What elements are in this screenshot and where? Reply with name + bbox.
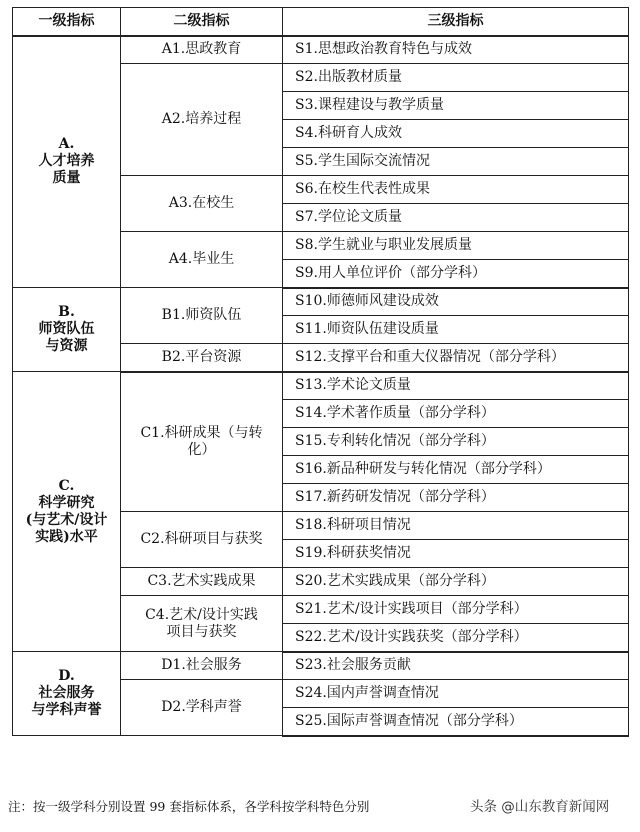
footnote: 注：按一级学科分别设置 99 套指标体系，各学科按学科特色分别	[8, 799, 370, 814]
level3-cell: S15.专利转化情况（部分学科）	[283, 428, 629, 456]
level3-cell: S25.国际声誉调查情况（部分学科）	[283, 708, 629, 736]
level1-cell	[13, 36, 121, 288]
level1-name: 社会服务 与学科声誉	[31, 685, 102, 718]
level3-cell: S13.学术论文质量	[283, 372, 629, 400]
level3-cell: S19.科研获奖情况	[283, 540, 629, 568]
level3-cell: S6.在校生代表性成果	[283, 176, 629, 204]
level3-cell: S3.课程建设与教学质量	[283, 92, 629, 120]
level2-cell: A4.毕业生	[121, 232, 283, 288]
level2-cell: C4.艺术/设计实践 项目与获奖	[121, 596, 283, 652]
level1-name: 人才培养 质量	[38, 153, 95, 187]
level2-cell: C2.科研项目与获奖	[121, 512, 283, 568]
level1-cell	[13, 372, 121, 652]
level3-cell: S14.学术著作质量（部分学科）	[283, 400, 629, 428]
level2-cell: A2.培养过程	[121, 64, 283, 176]
level3-cell: S23.社会服务贡献	[283, 652, 629, 680]
header-level2: 二级指标	[121, 8, 283, 36]
level1-cell	[13, 652, 121, 736]
level3-cell: S9.用人单位评价（部分学科）	[283, 260, 629, 288]
table-body	[13, 36, 629, 736]
level1-code: C.	[58, 477, 75, 494]
level2-cell: B2.平台资源	[121, 344, 283, 372]
level1-cell	[13, 288, 121, 372]
level3-cell: S11.师资队伍建设质量	[283, 316, 629, 344]
level1-name: 科学研究 (与艺术/设计 实践)水平	[25, 494, 108, 545]
level3-cell: S5.学生国际交流情况	[283, 148, 629, 176]
indicator-table	[12, 7, 629, 737]
level3-cell: S12.支撑平台和重大仪器情况（部分学科）	[283, 344, 629, 372]
level3-cell: S7.学位论文质量	[283, 204, 629, 232]
level2-cell: A3.在校生	[121, 176, 283, 232]
level1-name: 师资队伍 与资源	[38, 321, 95, 354]
table-row	[13, 288, 629, 316]
level2-cell: C1.科研成果（与转 化）	[121, 372, 283, 512]
level3-cell: S21.艺术/设计实践项目（部分学科）	[283, 596, 629, 624]
table-row	[13, 36, 629, 64]
watermark: 头条 @山东教育新闻网	[470, 795, 609, 815]
level1-code: D.	[58, 668, 75, 684]
level3-cell: S16.新品种研发与转化情况（部分学科）	[283, 456, 629, 484]
level2-cell: A1.思政教育	[121, 36, 283, 64]
level3-cell: S18.科研项目情况	[283, 512, 629, 540]
level3-cell: S10.师德师风建设成效	[283, 288, 629, 316]
level2-cell: B1.师资队伍	[121, 288, 283, 344]
level3-cell: S1.思想政治教育特色与成效	[283, 36, 629, 64]
level3-cell: S4.科研育人成效	[283, 120, 629, 148]
level2-cell: D1.社会服务	[121, 652, 283, 680]
level3-cell: S24.国内声誉调查情况	[283, 680, 629, 708]
level3-cell: S2.出版教材质量	[283, 64, 629, 92]
level3-cell: S22.艺术/设计实践获奖（部分学科）	[283, 624, 629, 652]
header-row	[13, 8, 629, 36]
level3-cell: S17.新药研发情况（部分学科）	[283, 484, 629, 512]
table-row	[13, 652, 629, 680]
level2-cell: C3.艺术实践成果	[121, 568, 283, 596]
level3-cell: S20.艺术实践成果（部分学科）	[283, 568, 629, 596]
header-level1: 一级指标	[13, 8, 121, 36]
level3-cell: S8.学生就业与职业发展质量	[283, 232, 629, 260]
table-row	[13, 372, 629, 400]
level1-code: B.	[58, 304, 75, 320]
level2-cell: D2.学科声誉	[121, 680, 283, 736]
level1-code: A.	[58, 136, 75, 153]
header-level3: 三级指标	[283, 8, 629, 36]
